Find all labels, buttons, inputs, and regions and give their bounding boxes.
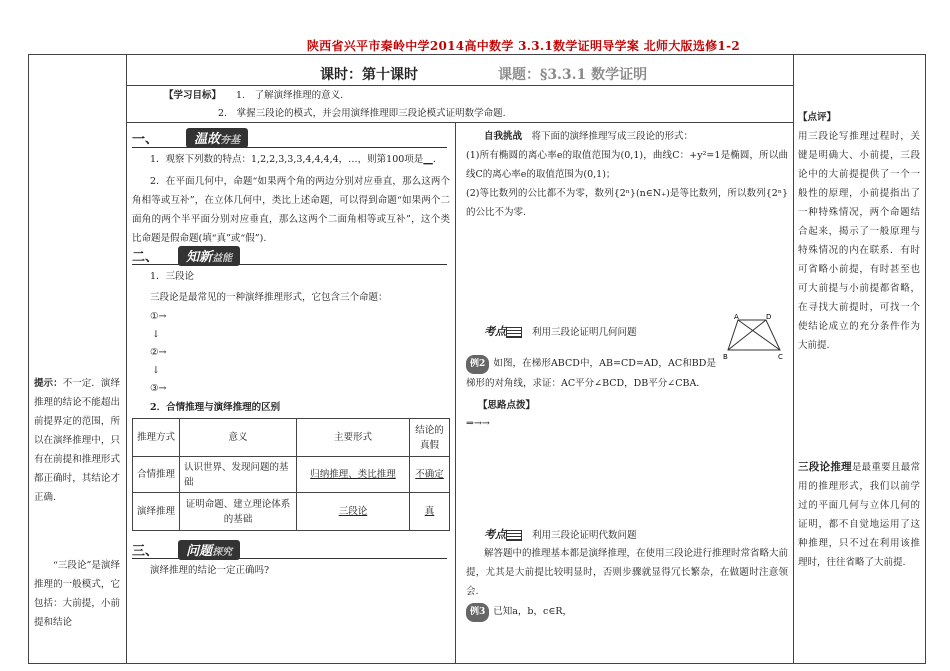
premise-1: ①→ [150, 311, 167, 322]
topic-point-icon [506, 327, 522, 338]
middle-column-divider [455, 122, 456, 664]
section1-title-badge: 温故夯基 [186, 128, 248, 148]
arrow-down-icon: ↓ [152, 329, 160, 340]
trapezoid-figure [722, 312, 790, 362]
topic-label: 课题：§3.3.1 数学证明 [498, 67, 648, 83]
table-header-row [133, 419, 450, 457]
example-icon: 例3 [466, 603, 489, 622]
left-sidebar-note: “三段论”是演绎推理的一般模式，它包括：大前提，小前提和结论 [34, 560, 120, 628]
topic-point-1: 考点 利用三段论证明几何问题 [484, 325, 637, 338]
table-cell: 合情推理 [133, 457, 180, 493]
section2-underline [132, 264, 447, 265]
vertex-label-a: A [734, 313, 739, 321]
review-text: 用三段论写推理过程时，关键是明确大、小前提，三段论中的大前提提供了一个一般性的原理，小前提指出了一种特殊情况，两个命题结合起来，揭示了一般原理与特殊情况的内在联系．有时可省略小前提，有时甚至也可大前提与小前提都省略，在寻找大前提时，可找一个使结论成立的充分条件作为大前提. [798, 131, 920, 351]
table-cell: 归纳推理、类比推理 [297, 457, 410, 493]
table-row [133, 493, 450, 531]
example-3: 例3 已知a，b，c∈R， [466, 602, 572, 622]
document-header: 陕西省兴平市秦岭中学2014高中数学 3.3.1数学证明导学案 北师大版选修1-2 [306, 39, 740, 53]
table-cell: 不确定 [410, 457, 450, 493]
section3-title-badge: 问题探究 [178, 540, 240, 560]
example-icon: 例2 [466, 355, 489, 374]
diagonal-bd [728, 320, 766, 350]
arrow-down-icon: ↓ [152, 365, 160, 376]
section2-title-badge: 知新益能 [178, 246, 240, 266]
right-column-divider [793, 54, 794, 664]
hint-arrows: ⇒→→ [466, 418, 490, 429]
topic-point-2: 考点 利用三段论证明代数问题 [484, 528, 637, 541]
section2-heading: 二、 知新益能 [132, 246, 240, 266]
algebra-note: 解答题中的推理基本都是演绎推理，在使用三段论进行推理时常省略大前提，尤其是大前提比较明显时，否则步骤就显得冗长繁杂，在做题时注意领会. [466, 548, 789, 597]
review-label: 【点评】 [798, 112, 837, 123]
section1-question-2: 2．在平面几何中，命题“如果两个角的两边分别对应垂直，那么这两个角相等或互补”，在立体几何中，类比上述命题，可以得到命题“如果两个二面角的两个半平面分别对应垂直，那么这两个二面角相等或互补”，这个类比命题是假命题(填“真”或“假”). [132, 176, 450, 244]
table-header: 结论的真假 [410, 419, 450, 457]
comparison-heading: 2．合情推理与演绎推理的区别 [150, 402, 281, 413]
lesson-label: 课时：第十课时 [320, 67, 418, 83]
table-header: 推理方式 [133, 419, 180, 457]
goal-item-1: 1. 了解演绎推理的意义. [236, 90, 344, 101]
table-cell: 演绎推理 [133, 493, 180, 531]
section3-underline [132, 558, 447, 559]
comparison-table [132, 418, 450, 531]
table-cell: 三段论 [297, 493, 410, 531]
premise-2: ②→ [150, 347, 167, 358]
title-row-divider [126, 85, 793, 86]
vertex-label-b: B [723, 353, 728, 361]
section1-heading: 一、 温故夯基 [132, 128, 248, 148]
challenge-item-2: (2)等比数列的公比都不为零，数列{2ⁿ}(n∈N₊)是等比数列，所以数列{2ⁿ}的公比不为零. [466, 188, 788, 218]
diagonal-ac [738, 320, 780, 350]
challenge-item-1: (1)所有椭圆的离心率e的取值范围为(0,1)，曲线C：+y²=1是椭圆，所以曲线C的离心率e的取值范围为(0,1)； [466, 150, 788, 180]
table-row [133, 457, 450, 493]
conclusion: ③→ [150, 383, 167, 394]
left-sidebar-tip: 提示：不一定．演绎推理的结论不能超出前提界定的范围，所以在演绎推理中，只有在前提和推理形式都正确时，其结论才正确. [34, 378, 120, 503]
hint-label: 【思路点拨】 [478, 400, 536, 411]
goal-item-2: 2. 掌握三段论的模式，并会用演绎推理即三段论模式证明数学命题. [218, 108, 506, 119]
table-cell: 真 [410, 493, 450, 531]
table-cell: 认识世界、发现问题的基础 [180, 457, 297, 493]
goals-label: 【学习目标】 [164, 90, 222, 101]
table-header: 主要形式 [297, 419, 410, 457]
section3-heading: 三、 问题探究 [132, 540, 240, 560]
section3-question: 演绎推理的结论一定正确吗? [150, 565, 270, 576]
section1-underline [132, 147, 447, 148]
vertex-label-c: C [778, 353, 783, 361]
syllogism-note: 三段论推理是最重要且最常用的推理形式，我们以前学过的平面几何与立体几何的证明，都不自觉地运用了这种推理，只不过在利用该推理时，往往省略了大前提. [798, 461, 920, 568]
topic-point-icon [506, 530, 522, 541]
table-cell: 证明命题、建立理论体系的基础 [180, 493, 297, 531]
trapezoid-outline [728, 320, 780, 350]
syllogism-heading: 1．三段论 [150, 271, 195, 282]
table-header: 意义 [180, 419, 297, 457]
challenge-line: 自我挑战 将下面的演绎推理写成三段论的形式： [484, 131, 694, 142]
left-column-divider [126, 54, 127, 664]
example-2: 例2 如图，在梯形ABCD中，AB=CD=AD，AC和BD是梯形的对角线，求证：AC平分∠BCD，DB平分∠CBA. [466, 354, 716, 393]
syllogism-description: 三段论是最常见的一种演绎推理形式，它包含三个命题： [150, 292, 388, 303]
section1-question-1: 1．观察下列数的特点：1,2,2,3,3,3,4,4,4,4，…，则第100项是__. [150, 154, 436, 165]
vertex-label-d: D [766, 313, 772, 321]
